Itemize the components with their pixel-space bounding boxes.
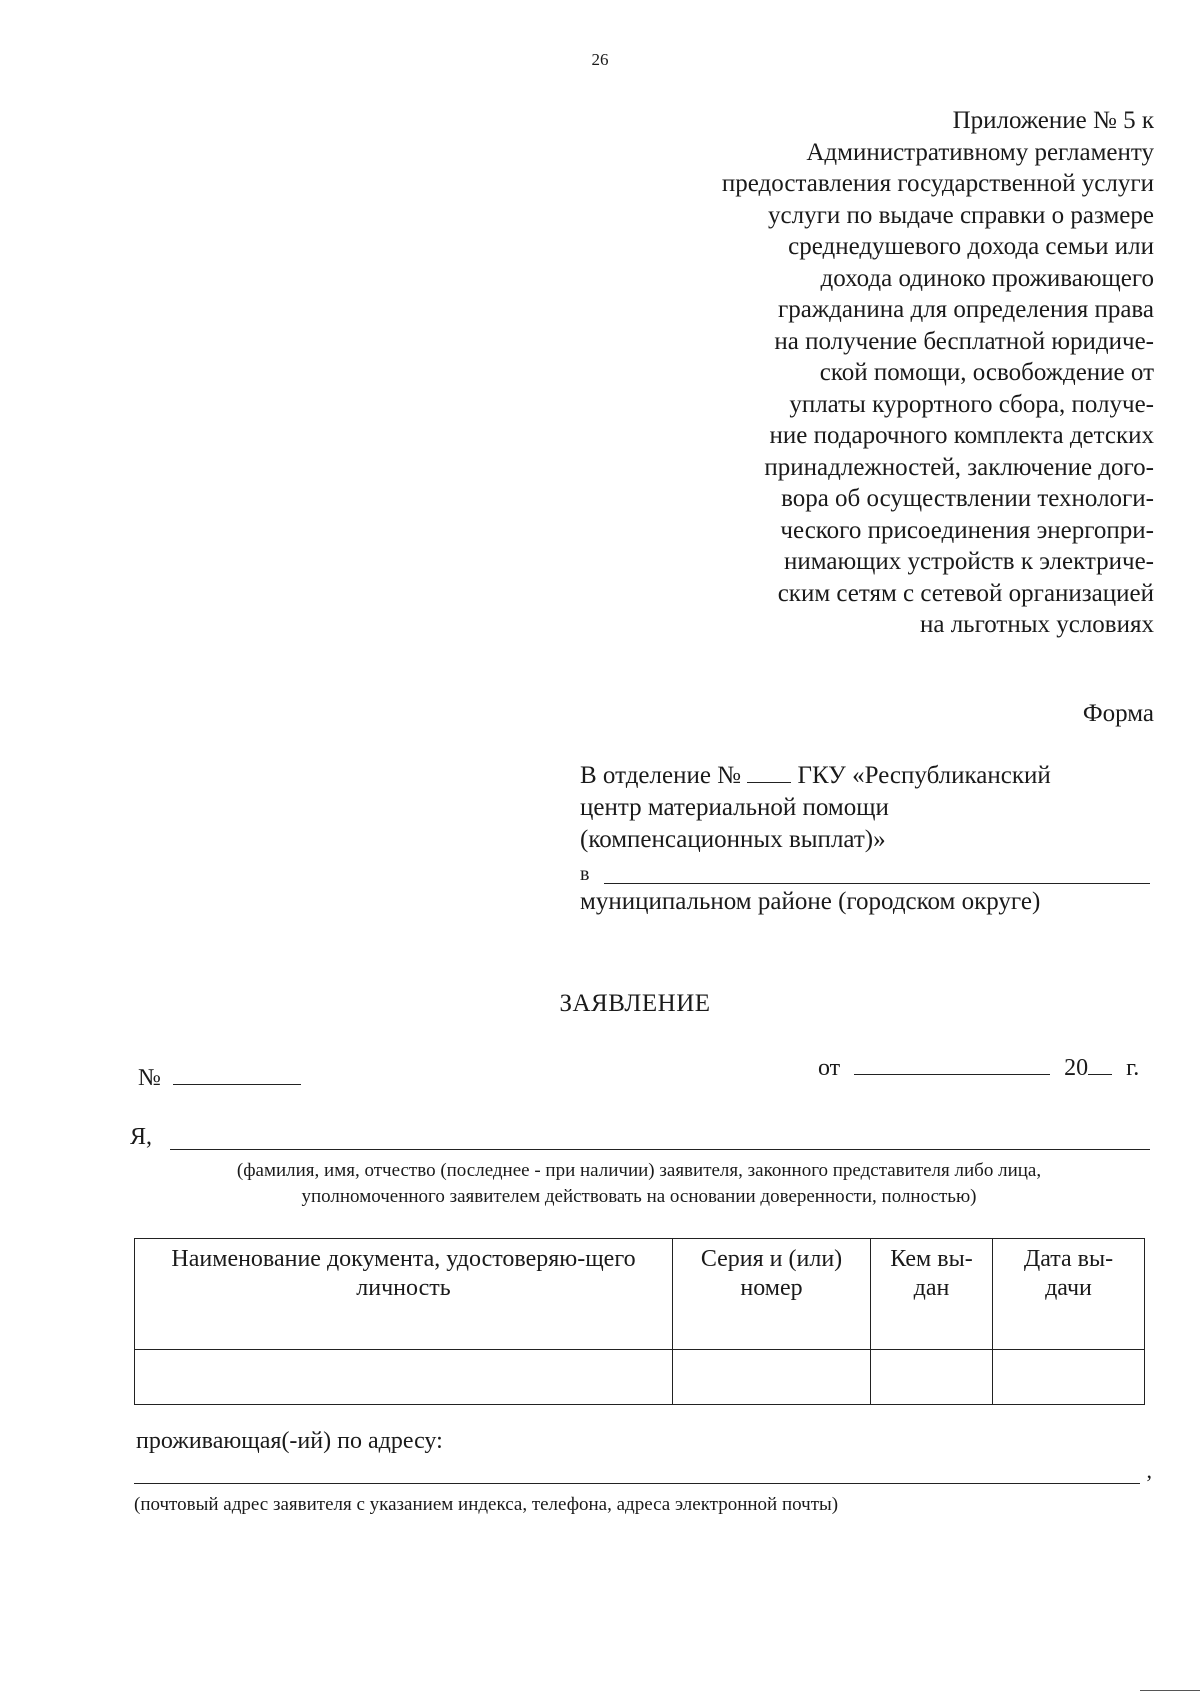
appendix-line: Приложение № 5 к: [952, 107, 1154, 134]
applicant-name-blank[interactable]: [170, 1149, 1150, 1150]
appendix-line: дохода одиноко проживающего: [820, 264, 1154, 292]
applicant-caption-line-2: уполномоченного заявителем действовать на основании доверенности, полностью): [301, 1186, 977, 1207]
application-date: [818, 1052, 1139, 1082]
table-header-row: [135, 1239, 1145, 1350]
appendix-line: услуги по выдаче справки о размере: [768, 201, 1154, 229]
scan-edge-mark: [1140, 1690, 1200, 1691]
number-label: №: [138, 1065, 161, 1091]
district-line: [580, 858, 1150, 886]
appendix-line: нимающих устройств к электриче-: [783, 548, 1154, 575]
applicant-caption: [128, 1158, 1150, 1210]
appendix-line: принадлежностей, заключение дого-: [764, 453, 1154, 481]
page-number: 26: [591, 50, 609, 69]
header-series-number: Серия и (или) номер: [673, 1239, 871, 1350]
applicant-caption-line-1: (фамилия, имя, отчество (последнее - при наличии) заявителя, законного представителя либо лица,: [236, 1160, 1042, 1181]
applicant-line: [130, 1124, 1150, 1154]
document-title: ЗАЯВЛЕНИЕ: [559, 990, 711, 1017]
date-prefix: от: [818, 1055, 841, 1081]
addressee-line-3: (компенсационных выплат)»: [580, 826, 886, 853]
number-blank[interactable]: [173, 1062, 301, 1085]
cell-issued-by[interactable]: [871, 1350, 993, 1405]
district-prefix: в: [580, 863, 590, 885]
date-suffix: г.: [1126, 1055, 1140, 1081]
appendix-line: уплаты курортного сбора, получе-: [789, 390, 1154, 418]
appendix-line: среднедушевого дохода семьи или: [788, 233, 1154, 260]
identity-document-table: [134, 1238, 1145, 1405]
table-row: [135, 1350, 1145, 1405]
header-issued-by: Кем вы-дан: [871, 1239, 993, 1350]
appendix-line: ской помощи, освобождение от: [819, 359, 1154, 386]
appendix-header: [722, 105, 1154, 641]
form-label: Форма: [1082, 700, 1154, 727]
addressee-block: [580, 760, 1150, 918]
appendix-line: ческого присоединения энергопри-: [780, 516, 1154, 544]
header-document-name: Наименование документа, удостоверяю-щего личность: [135, 1239, 673, 1350]
appendix-line: Административному регламенту: [806, 138, 1154, 166]
applicant-prefix: Я,: [130, 1124, 153, 1150]
address-caption: (почтовый адрес заявителя с указанием индекса, телефона, адреса электронной почты): [134, 1494, 839, 1515]
address-label: проживающая(-ий) по адресу:: [136, 1428, 443, 1454]
addressee-line-2: центр материальной помощи: [580, 794, 889, 821]
cell-issue-date[interactable]: [993, 1350, 1145, 1405]
appendix-line: на льготных условиях: [919, 611, 1154, 638]
appendix-line: вора об осуществлении технологи-: [781, 485, 1154, 512]
department-suffix: ГКУ «Республиканский: [797, 762, 1051, 789]
district-blank[interactable]: [604, 883, 1150, 884]
year-blank[interactable]: [1088, 1052, 1112, 1075]
address-blank[interactable]: [134, 1483, 1140, 1484]
addressee-line-1: [580, 760, 1150, 792]
appendix-line: гражданина для определения права: [778, 296, 1154, 323]
department-number-blank[interactable]: [747, 760, 791, 783]
appendix-line: предоставления государственной услуги: [721, 170, 1154, 197]
appendix-line: ние подарочного комплекта детских: [769, 422, 1154, 449]
date-year: 20: [1064, 1055, 1089, 1081]
header-issue-date: Дата вы-дачи: [993, 1239, 1145, 1350]
address-comma: ,: [1146, 1458, 1152, 1483]
appendix-line: ским сетям с сетевой организацией: [777, 579, 1154, 607]
appendix-line: на получение бесплатной юридиче-: [774, 327, 1154, 355]
cell-document-name[interactable]: [135, 1350, 673, 1405]
address-line: [134, 1460, 1152, 1490]
date-blank[interactable]: [854, 1052, 1050, 1075]
department-prefix: В отделение №: [580, 762, 742, 789]
addressee-line-5: муниципальном районе (городском округе): [580, 888, 1041, 915]
cell-series-number[interactable]: [673, 1350, 871, 1405]
application-number: [138, 1062, 301, 1092]
